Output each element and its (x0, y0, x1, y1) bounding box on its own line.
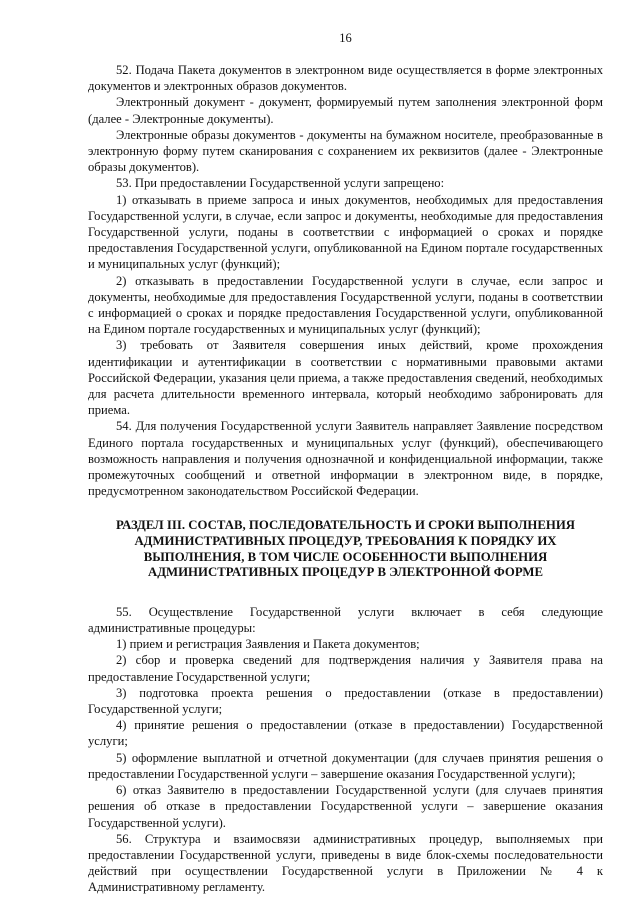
paragraph-53: 53. При предоставлении Государственной услуги запрещено: (116, 176, 445, 191)
page-number: 16 (339, 31, 352, 45)
paragraph-55-item-6: 6) отказ Заявителю в предоставлении Государственной услуги (для случаев принятия решения об отказе в предоставлении Государственной услуги – завершение оказания Государственной услуги). (88, 783, 603, 830)
paragraph-55: 55. Осуществление Государственной услуги включает в себя следующие административные процедуры: (88, 604, 603, 636)
document-page (88, 30, 603, 896)
paragraph-electronic-document: Электронный документ - документ, формируемый путем заполнения электронной форм (далее - Электронные документы). (88, 95, 603, 126)
paragraph-56: 56. Структура и взаимосвязи административных процедур, выполняемых при предоставлении Государственной услуги, приведены в виде блок-схемы последовательности действий при осуществлении Государственной услуги в Приложении № 4 к Административному регламенту. (88, 831, 603, 895)
paragraph-55-item-3: 3) подготовка проекта решения о предоставлении (отказе в предоставлении) Государственной услуги; (88, 685, 603, 717)
section-title: РАЗДЕЛ III. СОСТАВ, ПОСЛЕДОВАТЕЛЬНОСТЬ И СРОКИ ВЫПОЛНЕНИЯ АДМИНИСТРАТИВНЫХ ПРОЦЕДУР, ТРЕБОВАНИЯ К ПОРЯДКУ ИХ ВЫПОЛНЕНИЯ, В ТОМ ЧИСЛЕ ОСОБЕННОСТИ ВЫПОЛНЕНИЯ АДМИНИСТРАТИВНЫХ ПРОЦЕДУР В ЭЛЕКТРОННОЙ ФОРМЕ (115, 518, 576, 580)
paragraph-52: 52. Подача Пакета документов в электронном виде осуществляется в форме электронных документов и электронных образов документов. (88, 63, 603, 94)
paragraph-55-item-2: 2) сбор и проверка сведений для подтверждения наличия у Заявителя права на предоставление Государственной услуги; (88, 653, 603, 684)
paragraph-electronic-images: Электронные образы документов - документы на бумажном носителе, преобразованные в электронную форму путем сканирования с сохранением их реквизитов (далее - Электронные образы документов). (88, 127, 603, 175)
paragraph-53-item-3: 3) требовать от Заявителя совершения иных действий, кроме прохождения идентификации и аутентификации в соответствии с нормативными правовыми актами Российской Федерации, указания цели приема, а также предоставления сведений, необходимых для расчета длительности временного интервала, который необходимо забронировать для приема. (88, 338, 603, 418)
paragraph-53-item-1: 1) отказывать в приеме запроса и иных документов, необходимых для предоставления Государственной услуги, в случае, если запрос и документы, необходимые для предоставления Государственной услуги, поданы в соответствии с информацией о сроках и порядке предоставления Государственной услуги, опубликованной на Едином портале государственных и муниципальных услуг (функций); (88, 192, 603, 272)
paragraph-55-item-5: 5) оформление выплатной и отчетной документации (для случаев принятия решения о предоставлении Государственной услуги – завершение оказания Государственной услуги); (88, 750, 603, 781)
paragraph-55-item-1: 1) прием и регистрация Заявления и Пакета документов; (116, 637, 420, 652)
paragraph-53-item-2: 2) отказывать в предоставлении Государственной услуги в случае, если запрос и документы, необходимые для предоставления Государственной услуги, поданы в соответствии с информацией о сроках и порядке предоставления Государственной услуги, опубликованной на Едином портале государственных и муниципальных услуг (функций); (88, 273, 603, 337)
paragraph-54: 54. Для получения Государственной услуги Заявитель направляет Заявление посредством Единого портала государственных и муниципальных услуг (функций), обеспечивающего возможность направления и получения однозначной и конфиденциальной информации, также промежуточных сообщений и ответной информации в электронном виде, в порядке, предусмотренном законодательством Российской Федерации. (88, 419, 603, 499)
paragraph-55-item-4: 4) принятие решения о предоставлении (отказе в предоставлении) Государственной услуги; (88, 718, 603, 749)
